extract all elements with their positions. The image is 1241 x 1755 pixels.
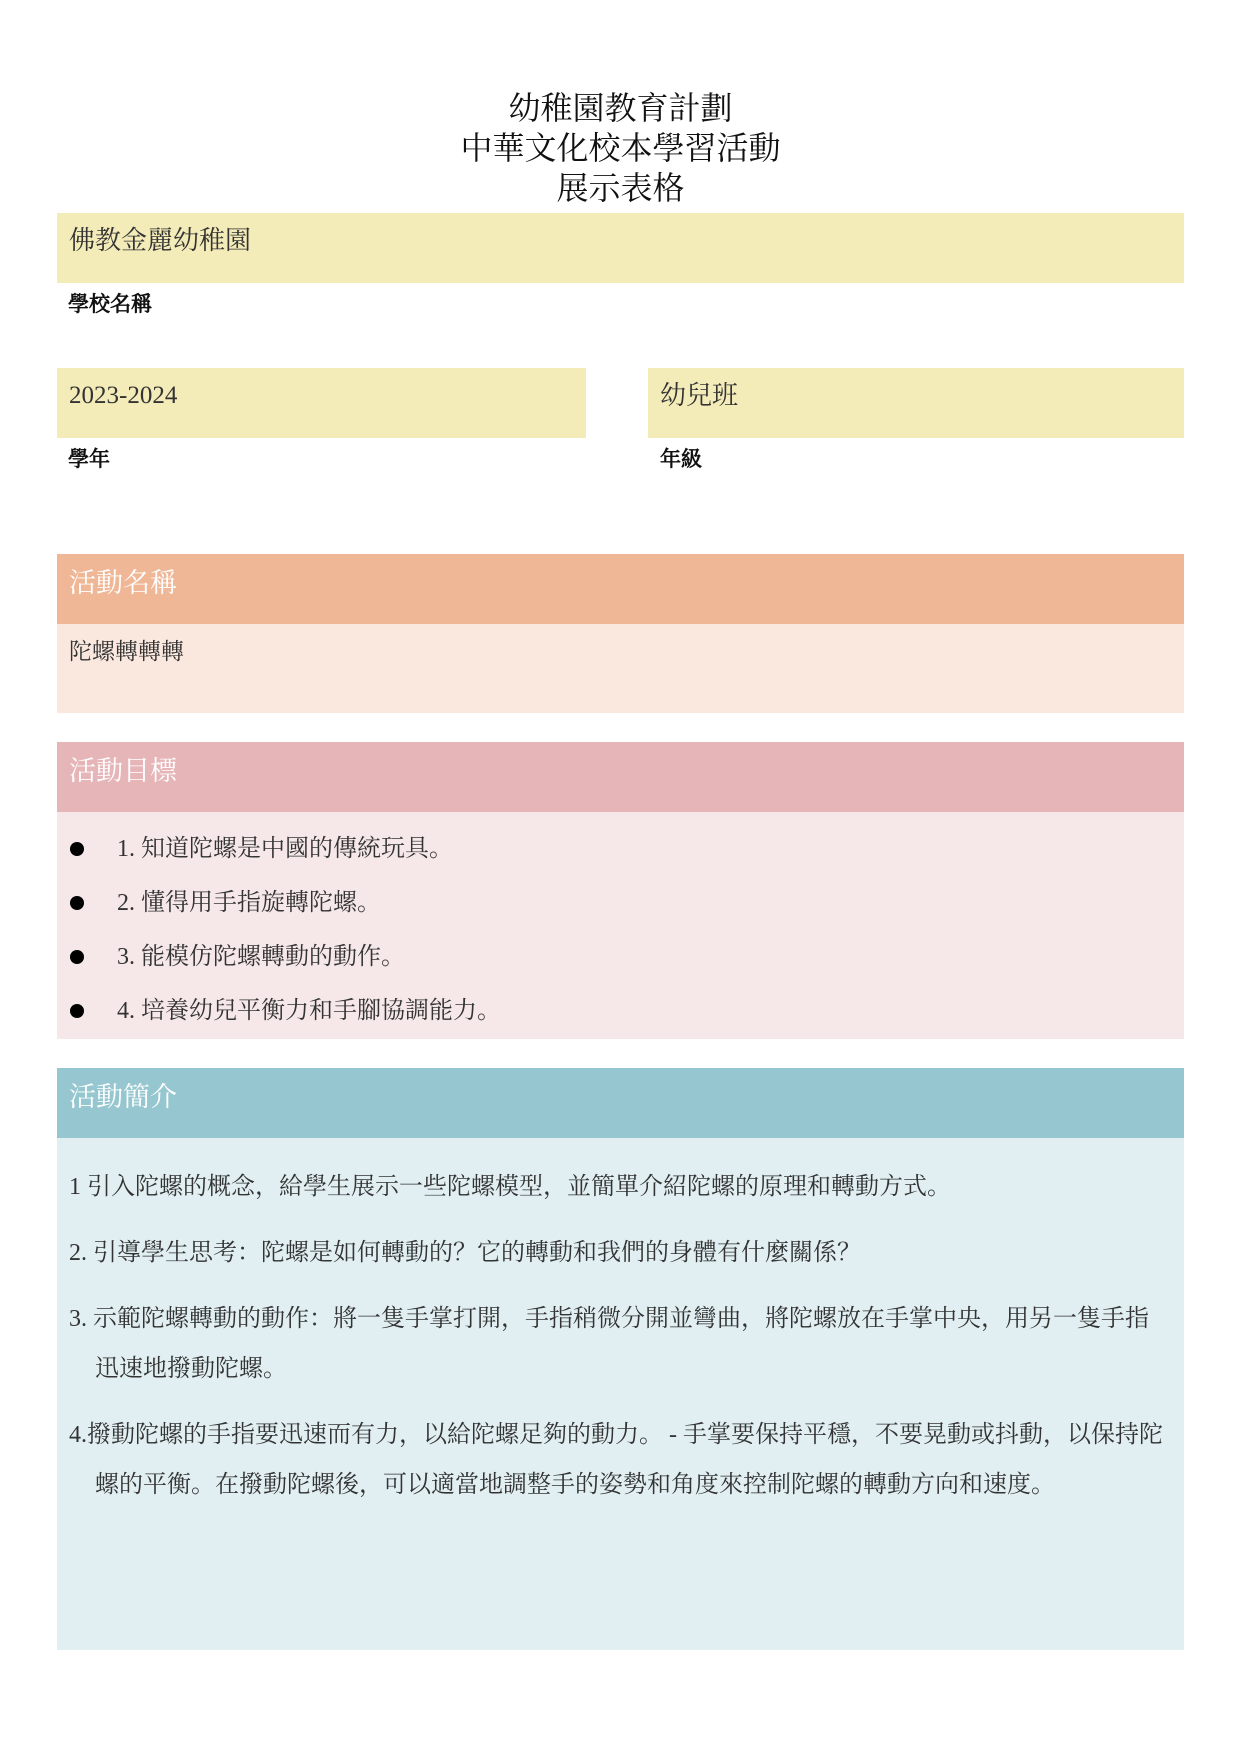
title-line-1: 幼稚園教育計劃 (508, 89, 733, 127)
title-line-3: 展示表格 (556, 169, 685, 207)
activity-goals-list[interactable] (57, 812, 1184, 1039)
school-year-label: 學年 (68, 447, 110, 471)
title-line-2: 中華文化校本學習活動 (460, 129, 781, 167)
bullet-icon (70, 950, 84, 964)
goal-text: 1. 知道陀螺是中國的傳統玩具。 (117, 836, 453, 862)
intro-paragraph: 4.撥動陀螺的手指要迅速而有力，以給陀螺足夠的動力。 - 手掌要保持平穩，不要晃動或抖動，以保持陀螺的平衡。在撥動陀螺後，可以適當地調整手的姿勢和角度來控制陀螺的轉動方向和速度。 (69, 1422, 1163, 1498)
grade-label: 年級 (660, 447, 702, 471)
activity-goals-header: 活動目標 (57, 742, 1184, 812)
bullet-icon (70, 842, 84, 856)
intro-paragraph: 2. 引導學生思考：陀螺是如何轉動的？它的轉動和我們的身體有什麼關係？ (69, 1240, 861, 1266)
intro-paragraph: 3. 示範陀螺轉動的動作：將一隻手掌打開，手指稍微分開並彎曲，將陀螺放在手掌中央，用另一隻手指迅速地撥動陀螺。 (69, 1306, 1149, 1382)
grade-field[interactable]: 幼兒班 (648, 368, 1184, 438)
goal-item (57, 992, 1184, 1046)
intro-paragraph: 1 引入陀螺的概念，給學生展示一些陀螺模型，並簡單介紹陀螺的原理和轉動方式。 (69, 1174, 951, 1200)
school-year-field[interactable]: 2023-2024 (57, 368, 586, 438)
school-name-field[interactable]: 佛教金麗幼稚園 (57, 213, 1184, 283)
goal-item (57, 938, 1184, 992)
goal-text: 2. 懂得用手指旋轉陀螺。 (117, 890, 381, 916)
bullet-icon (70, 896, 84, 910)
bullet-icon (70, 1004, 84, 1018)
goal-item (57, 884, 1184, 938)
document-title (0, 88, 1241, 208)
goal-text: 3. 能模仿陀螺轉動的動作。 (117, 944, 405, 970)
goal-text: 4. 培養幼兒平衡力和手腳協調能力。 (117, 998, 501, 1024)
goal-item (57, 830, 1184, 884)
activity-intro-field[interactable] (57, 1138, 1184, 1650)
activity-intro-header: 活動簡介 (57, 1068, 1184, 1138)
activity-name-header: 活動名稱 (57, 554, 1184, 624)
activity-name-field[interactable]: 陀螺轉轉轉 (57, 624, 1184, 713)
school-name-label: 學校名稱 (68, 292, 152, 316)
